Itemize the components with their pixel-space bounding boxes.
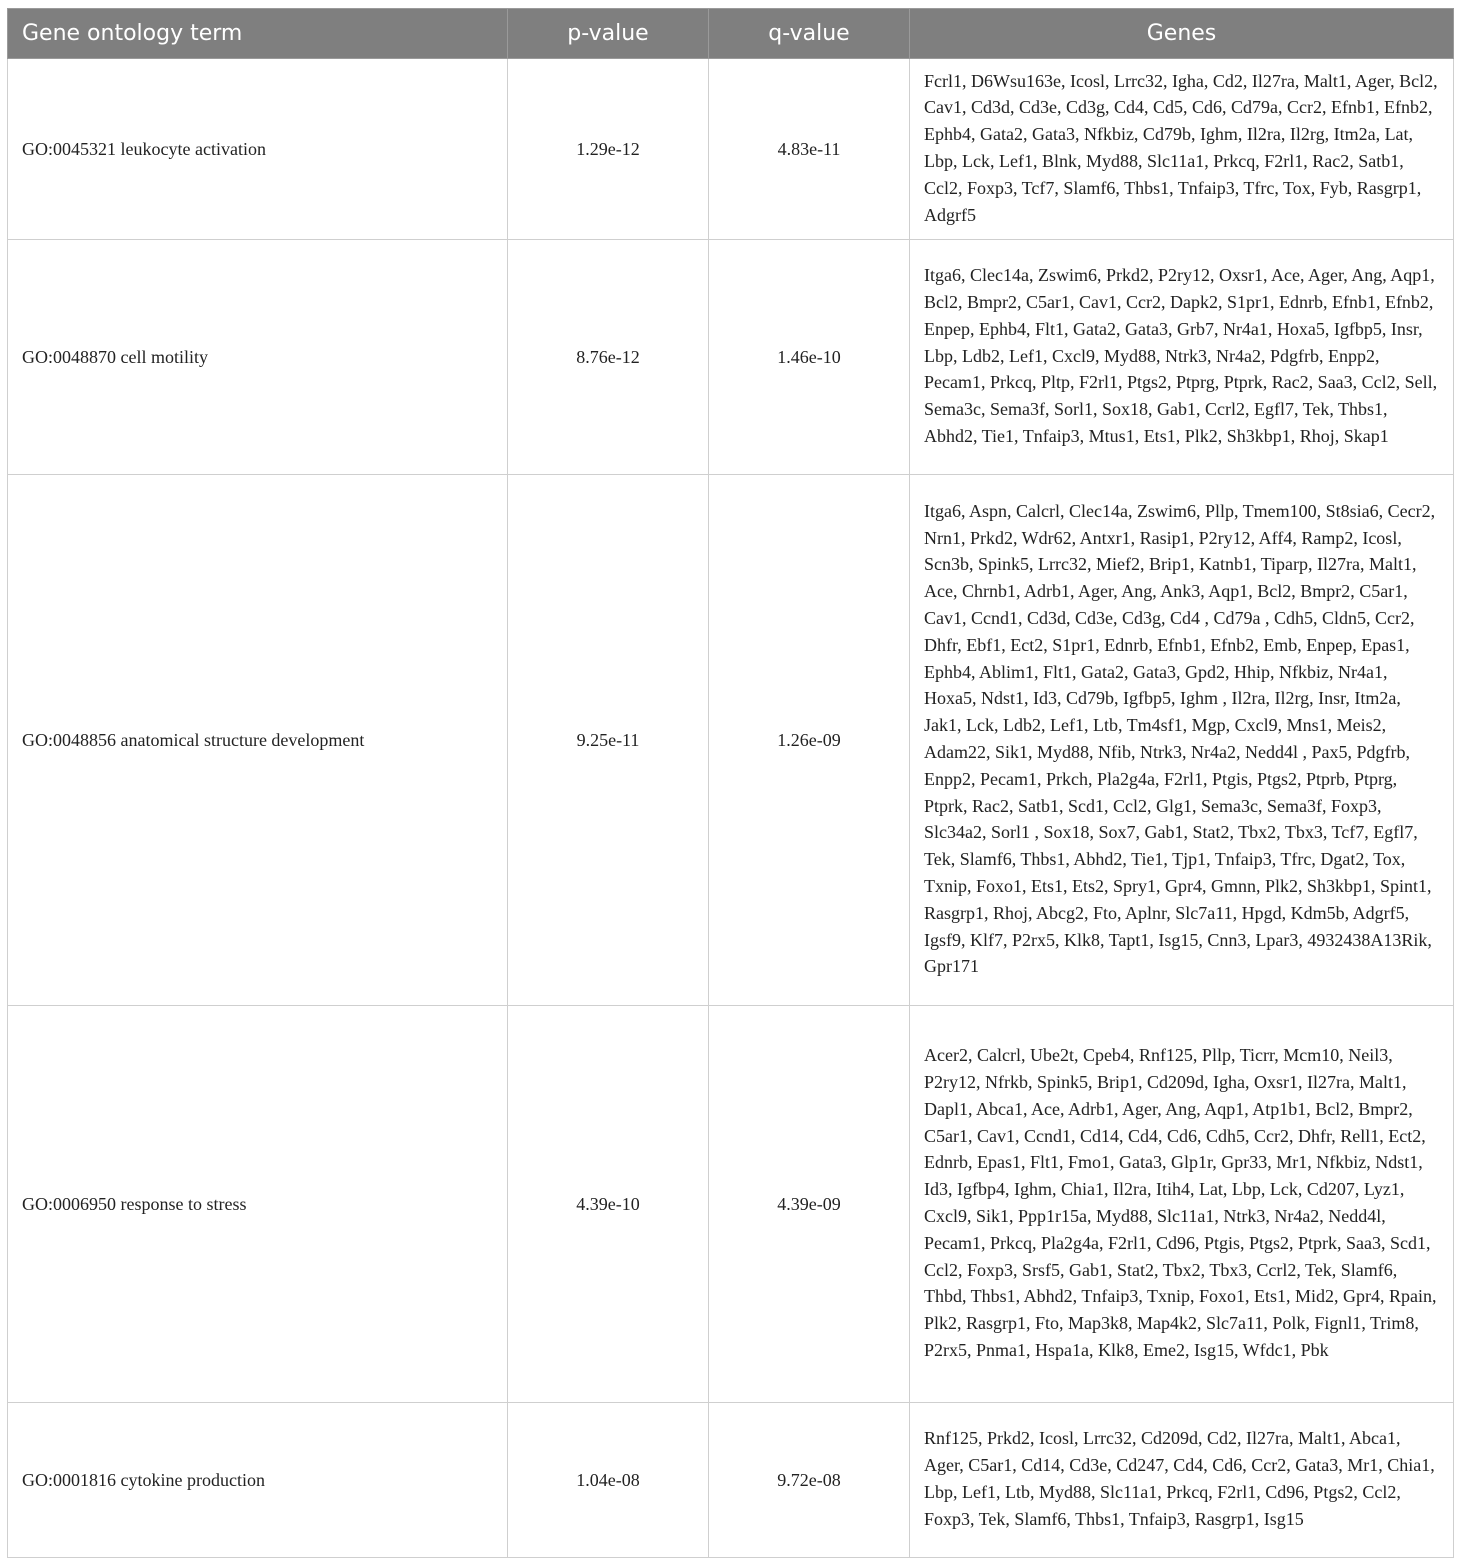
q-value-cell: 1.46e-10 — [709, 240, 910, 475]
p-value-cell: 4.39e-10 — [508, 1006, 709, 1403]
term-cell: GO:0045321 leukocyte activation — [8, 59, 508, 240]
genes-cell: Itga6, Aspn, Calcrl, Clec14a, Zswim6, Pllp, Tmem100, St8sia6, Cecr2, Nrn1, Prkd2, Wdr62, Antxr1, Rasip1, P2ry12, Aff4, Ramp2, Icosl, Scn3b, Spink5, Lrrc32, Mief2, Brip1, Katnb1, Tiparp, Il27ra, Malt1, Ace, Chrnb1, Adrb1, Ager, Ang, Ank3, Aqp1, Bcl2, Bmpr2, C5ar1, Cav1, Ccnd1, Cd3d, Cd3e, Cd3g, Cd4 , Cd79a , Cdh5, Cldn5, Ccr2, Dhfr, Ebf1, Ect2, S1pr1, Ednrb, Efnb1, Efnb2, Emb, Enpep, Epas1, Ephb4, Ablim1, Flt1, Gata2, Gata3, Gpd2, Hhip, Nfkbiz, Nr4a1, Hoxa5, Ndst1, Id3, Cd79b, Igfbp5, Ighm , Il2ra, Il2rg, Insr, Itm2a, Jak1, Lck, Ldb2, Lef1, Ltb, Tm4sf1, Mgp, Cxcl9, Mns1, Meis2, Adam22, Sik1, Myd88, Nfib, Ntrk3, Nr4a2, Nedd4l , Pax5, Pdgfrb, Enpp2, Pecam1, Prkch, Pla2g4a, F2rl1, Ptgis, Ptgs2, Ptprb, Ptprg, Ptprk, Rac2, Satb1, Scd1, Ccl2, Glg1, Sema3c, Sema3f, Foxp3, Slc34a2, Sorl1 , Sox18, Sox7, Gab1, Stat2, Tbx2, Tbx3, Tcf7, Egfl7, Tek, Slamf6, Thbs1, Abhd2, Tie1, Tjp1, Tnfaip3, Tfrc, Dgat2, Tox, Txnip, Foxo1, Ets1, Ets2, Spry1, Gpr4, Gmnn, Plk2, Sh3kbp1, Spint1, Rasgrp1, Rhoj, Abcg2, Fto, Aplnr, Slc7a11, Hpgd, Kdm5b, Adgrf5, Igsf9, Klf7, P2rx5, Klk8, Tapt1, Isg15, Cnn3, Lpar3, 4932438A13Rik, Gpr171 — [910, 475, 1454, 1006]
header-term: Gene ontology term — [8, 9, 508, 59]
table-row — [8, 240, 1454, 475]
header-q-value: q-value — [709, 9, 910, 59]
header-genes: Genes — [910, 9, 1454, 59]
table-row — [8, 1006, 1454, 1403]
gene-ontology-table — [7, 8, 1454, 1558]
table-row — [8, 1403, 1454, 1558]
term-cell: GO:0001816 cytokine production — [8, 1403, 508, 1558]
genes-cell: Acer2, Calcrl, Ube2t, Cpeb4, Rnf125, Pllp, Ticrr, Mcm10, Neil3, P2ry12, Nfrkb, Spink5, Brip1, Cd209d, Igha, Oxsr1, Il27ra, Malt1, Dapl1, Abca1, Ace, Adrb1, Ager, Ang, Aqp1, Atp1b1, Bcl2, Bmpr2, C5ar1, Cav1, Ccnd1, Cd14, Cd4, Cd6, Cdh5, Ccr2, Dhfr, Rell1, Ect2, Ednrb, Epas1, Flt1, Fmo1, Gata3, Glp1r, Gpr33, Mr1, Nfkbiz, Ndst1, Id3, Igfbp4, Ighm, Chia1, Il2ra, Itih4, Lat, Lbp, Lck, Cd207, Lyz1, Cxcl9, Sik1, Ppp1r15a, Myd88, Slc11a1, Ntrk3, Nr4a2, Nedd4l, Pecam1, Prkcq, Pla2g4a, F2rl1, Cd96, Ptgis, Ptgs2, Ptprk, Saa3, Scd1, Ccl2, Foxp3, Srsf5, Gab1, Stat2, Tbx2, Tbx3, Ccrl2, Tek, Slamf6, Thbd, Thbs1, Abhd2, Tnfaip3, Txnip, Foxo1, Ets1, Mid2, Gpr4, Rpain, Plk2, Rasgrp1, Fto, Map3k8, Map4k2, Slc7a11, Polk, Fignl1, Trim8, P2rx5, Pnma1, Hspa1a, Klk8, Eme2, Isg15, Wfdc1, Pbk — [910, 1006, 1454, 1403]
term-cell: GO:0048870 cell motility — [8, 240, 508, 475]
header-p-value: p-value — [508, 9, 709, 59]
q-value-cell: 4.83e-11 — [709, 59, 910, 240]
term-cell: GO:0006950 response to stress — [8, 1006, 508, 1403]
q-value-cell: 1.26e-09 — [709, 475, 910, 1006]
table-header-row — [8, 9, 1454, 59]
table-row — [8, 59, 1454, 240]
genes-cell: Fcrl1, D6Wsu163e, Icosl, Lrrc32, Igha, Cd2, Il27ra, Malt1, Ager, Bcl2, Cav1, Cd3d, Cd3e, Cd3g, Cd4, Cd5, Cd6, Cd79a, Ccr2, Efnb1, Efnb2, Ephb4, Gata2, Gata3, Nfkbiz, Cd79b, Ighm, Il2ra, Il2rg, Itm2a, Lat, Lbp, Lck, Lef1, Blnk, Myd88, Slc11a1, Prkcq, F2rl1, Rac2, Satb1, Ccl2, Foxp3, Tcf7, Slamf6, Thbs1, Tnfaip3, Tfrc, Tox, Fyb, Rasgrp1, Adgrf5 — [910, 59, 1454, 240]
term-cell: GO:0048856 anatomical structure development — [8, 475, 508, 1006]
table-row — [8, 475, 1454, 1006]
genes-cell: Itga6, Clec14a, Zswim6, Prkd2, P2ry12, Oxsr1, Ace, Ager, Ang, Aqp1, Bcl2, Bmpr2, C5ar1, Cav1, Ccr2, Dapk2, S1pr1, Ednrb, Efnb1, Efnb2, Enpep, Ephb4, Flt1, Gata2, Gata3, Grb7, Nr4a1, Hoxa5, Igfbp5, Insr, Lbp, Ldb2, Lef1, Cxcl9, Myd88, Ntrk3, Nr4a2, Pdgfrb, Enpp2, Pecam1, Prkcq, Pltp, F2rl1, Ptgs2, Ptprg, Ptprk, Rac2, Saa3, Ccl2, Sell, Sema3c, Sema3f, Sorl1, Sox18, Gab1, Ccrl2, Egfl7, Tek, Thbs1, Abhd2, Tie1, Tnfaip3, Mtus1, Ets1, Plk2, Sh3kbp1, Rhoj, Skap1 — [910, 240, 1454, 475]
q-value-cell: 4.39e-09 — [709, 1006, 910, 1403]
p-value-cell: 9.25e-11 — [508, 475, 709, 1006]
p-value-cell: 1.04e-08 — [508, 1403, 709, 1558]
q-value-cell: 9.72e-08 — [709, 1403, 910, 1558]
p-value-cell: 8.76e-12 — [508, 240, 709, 475]
genes-cell: Rnf125, Prkd2, Icosl, Lrrc32, Cd209d, Cd2, Il27ra, Malt1, Abca1, Ager, C5ar1, Cd14, Cd3e, Cd247, Cd4, Cd6, Ccr2, Gata3, Mr1, Chia1, Lbp, Lef1, Ltb, Myd88, Slc11a1, Prkcq, F2rl1, Cd96, Ptgs2, Ccl2, Foxp3, Tek, Slamf6, Thbs1, Tnfaip3, Rasgrp1, Isg15 — [910, 1403, 1454, 1558]
p-value-cell: 1.29e-12 — [508, 59, 709, 240]
